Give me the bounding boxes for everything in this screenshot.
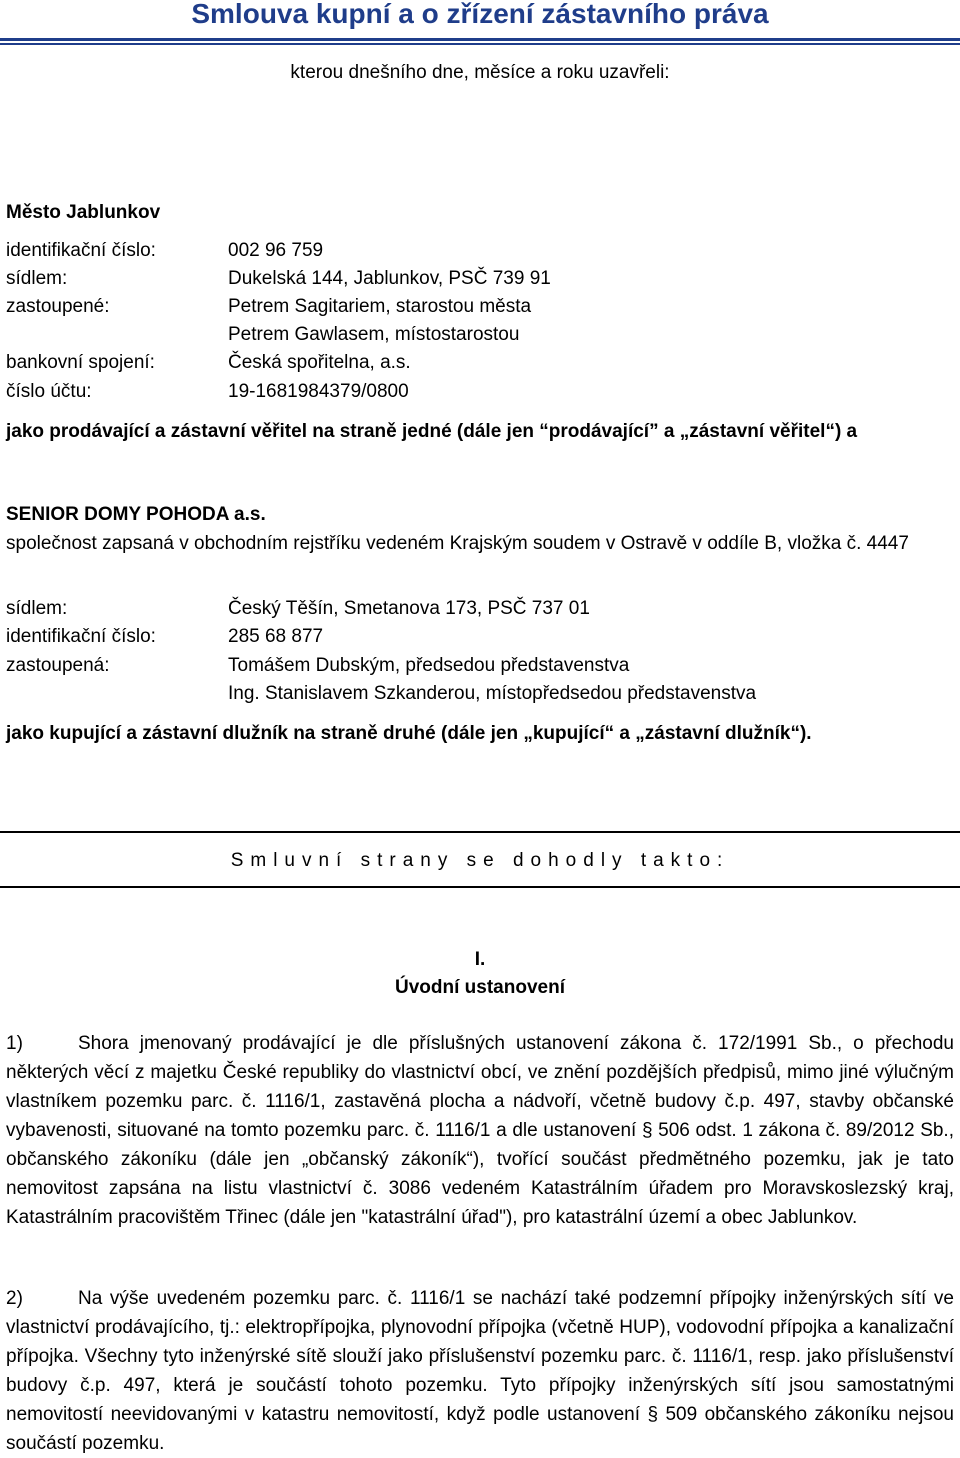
buyer-field-value: Tomášem Dubským, předsedou představenstva [228, 655, 630, 676]
seller-field-value: Petrem Gawlasem, místostarostou [228, 324, 520, 345]
buyer-field-label: sídlem: [6, 598, 68, 619]
paragraph-2 [6, 1284, 954, 1458]
seller-field-value: 19-1681984379/0800 [228, 381, 409, 402]
buyer-field-label: identifikační číslo: [6, 626, 156, 647]
agreement-bottom-rule [0, 886, 960, 888]
agreement-top-rule [0, 831, 960, 833]
paragraph-1 [6, 1029, 954, 1232]
agreement-statement: Smluvní strany se dohodly takto: [230, 850, 730, 871]
document-title: Smlouva kupní a o zřízení zástavního práva [191, 0, 769, 29]
paragraph-number: 1) [6, 1033, 23, 1054]
title-underline [0, 38, 960, 45]
seller-field-label: identifikační číslo: [6, 240, 156, 261]
seller-field-value: Petrem Sagitariem, starostou města [228, 296, 532, 317]
buyer-field-value: Ing. Stanislavem Szkanderou, místopředsedou představenstva [228, 683, 757, 704]
section-heading: Úvodní ustanovení [395, 977, 565, 998]
paragraph-text: Shora jmenovaný prodávající je dle příslušných ustanovení zákona č. 172/1991 Sb., o přechodu některých věcí z majetku České republiky do vlastnictví obcí, ve znění pozdějších předpisů, mimo jiné výlučným vlastníkem pozemku parc. č. 1116/1, zastavěná plocha a nádvoří, včetně budovy č.p. 497, stavby občanské vybavenosti, situované na tomto pozemku parc. č. 1116/1 a dle ustanovení § 506 odst. 1 zákona č. 89/2012 Sb., občanského zákoníku (dále jen „občanský zákoník“), tvořící součást předmětného pozemku, jak je tato nemovitost zapsána na listu vlastnictví č. 3086 vedeném Katastrálním úřadem pro Moravskoslezský kraj, Katastrálním pracovištěm Třinec (dále jen "katastrální úřad"), pro katastrální území a obec Jablunkov. [6, 1033, 954, 1228]
paragraph-text: Na výše uvedeném pozemku parc. č. 1116/1 se nachází také podzemní přípojky inženýrských sítí ve vlastnictví prodávajícího, tj.: elektropřípojka, plynovodní přípojka (včetně HUP), vodovodní přípojka a kanalizační přípojka. Všechny tyto inženýrské sítě slouží jako příslušenství pozemku parc. č. 1116/1, resp. jako příslušenství budovy č.p. 497, která je součástí tohoto pozemku. Tyto přípojky inženýrských sítí jsou samostatnými nemovitostí neevidovanými v katastru nemovitostí, když podle ustanovení § 509 občanského zákoníku nejsou součástí pozemku. [6, 1288, 954, 1454]
seller-role: jako prodávající a zástavní věřitel na straně jedné (dále jen “prodávající” a „zástavní věřitel“) a [6, 421, 858, 442]
seller-field-value: 002 96 759 [228, 240, 324, 261]
buyer-name: SENIOR DOMY POHODA a.s. [6, 504, 266, 525]
seller-field-label: zastoupené: [6, 296, 110, 317]
buyer-field-label: zastoupená: [6, 655, 110, 676]
seller-field-label: bankovní spojení: [6, 352, 155, 373]
buyer-registration: společnost zapsaná v obchodním rejstříku vedeném Krajským soudem v Ostravě v oddíle B, vložka č. 4447 [6, 533, 909, 554]
seller-field-value: Česká spořitelna, a.s. [228, 352, 411, 373]
paragraph-number: 2) [6, 1288, 23, 1309]
buyer-field-value: 285 68 877 [228, 626, 324, 647]
seller-field-value: Dukelská 144, Jablunkov, PSČ 739 91 [228, 268, 551, 289]
seller-name: Město Jablunkov [6, 202, 161, 223]
seller-field-label: číslo účtu: [6, 381, 92, 402]
document-subtitle: kterou dnešního dne, měsíce a roku uzavřeli: [290, 62, 670, 83]
seller-field-label: sídlem: [6, 268, 68, 289]
buyer-field-value: Český Těšín, Smetanova 173, PSČ 737 01 [228, 598, 590, 619]
section-number: I. [474, 949, 486, 970]
buyer-role: jako kupující a zástavní dlužník na straně druhé (dále jen „kupující“ a „zástavní dlužník“). [6, 723, 812, 744]
